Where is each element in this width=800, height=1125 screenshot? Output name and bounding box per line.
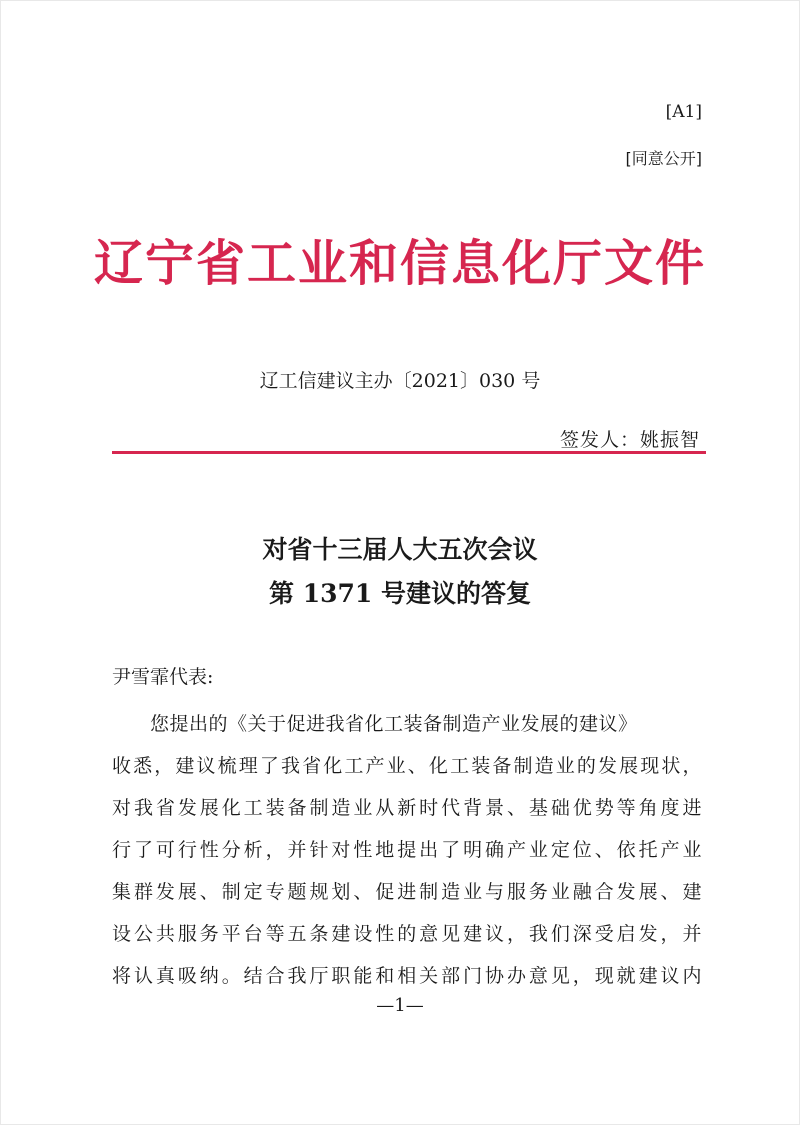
issuer-signature-line: 签发人：姚振智 — [559, 429, 700, 451]
disclosure-tag: [同意公开] — [625, 149, 702, 168]
body-line: 收悉，建议梳理了我省化工产业、化工装备制造业的发展现状， — [112, 755, 702, 777]
issuing-org-header: 辽宁省工业和信息化厅文件 — [93, 234, 706, 292]
page-number: —1— — [376, 995, 424, 1016]
body-line: 行了可行性分析，并针对性地提出了明确产业定位、依托产业 — [112, 839, 702, 861]
body-line: 您提出的《关于促进我省化工装备制造产业发展的建议》 — [150, 713, 638, 735]
header-divider — [112, 451, 706, 454]
body-line: 将认真吸纳。结合我厅职能和相关部门协办意见，现就建议内 — [112, 965, 702, 987]
document-title-line-2: 第 1371 号建议的答复 — [269, 579, 531, 608]
body-line: 集群发展、制定专题规划、促进制造业与服务业融合发展、建 — [112, 881, 702, 903]
classification-code: [A1] — [665, 102, 702, 122]
body-line: 设公共服务平台等五条建设性的意见建议，我们深受启发，并 — [112, 923, 702, 945]
salutation: 尹雪霏代表: — [112, 666, 214, 688]
document-title-line-1: 对省十三届人大五次会议 — [262, 535, 538, 564]
body-line: 对我省发展化工装备制造业从新时代背景、基础优势等角度进 — [112, 797, 702, 819]
document-number: 辽工信建议主办〔2021〕030 号 — [259, 370, 541, 392]
